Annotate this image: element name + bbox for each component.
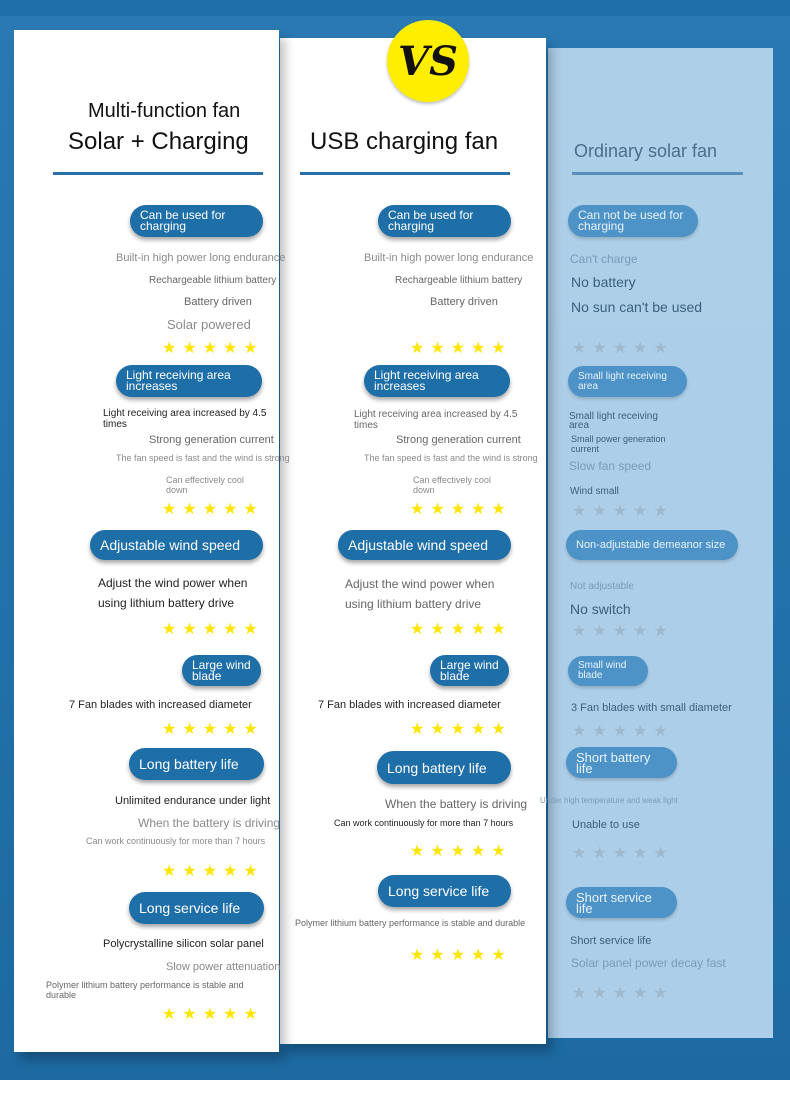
usb-adjustable-pill: Adjustable wind speed (338, 530, 511, 560)
star-icon: ★ (471, 947, 486, 964)
star-icon: ★ (182, 1006, 197, 1023)
ordinary-light-area-pill: Small light receiving area (568, 366, 687, 397)
vs-label: VS (398, 37, 458, 85)
usb-title: USB charging fan (310, 128, 499, 155)
star-icon: ★ (592, 503, 607, 520)
star-icon: ★ (410, 501, 425, 518)
solar-f2-line1: Light receiving area increased by 4.5 times (103, 408, 267, 430)
usb-rating-4 (410, 722, 506, 738)
ordinary-rating-1 (572, 341, 668, 357)
solar-f2-line3: The fan speed is fast and the wind is strong (116, 453, 290, 463)
ordinary-f1-line2: No battery (571, 274, 636, 290)
star-icon: ★ (471, 621, 486, 638)
star-icon: ★ (243, 501, 258, 518)
ordinary-rating-5 (572, 846, 668, 862)
solar-f6-line1: Polycrystalline silicon solar panel (103, 938, 264, 950)
star-icon: ★ (653, 723, 668, 740)
solar-title: Solar + Charging (68, 128, 249, 155)
star-icon: ★ (471, 340, 486, 357)
star-icon: ★ (162, 340, 177, 357)
star-icon: ★ (162, 721, 177, 738)
ordinary-f2-line1: Small light receiving area (569, 411, 658, 431)
star-icon: ★ (430, 843, 445, 860)
solar-f6-line3: Polymer lithium battery performance is stable and durable (46, 980, 244, 1000)
usb-rating-3 (410, 622, 506, 638)
star-icon: ★ (471, 501, 486, 518)
star-icon: ★ (572, 985, 587, 1002)
ordinary-rating-3 (572, 624, 668, 640)
solar-rating-1 (162, 341, 258, 357)
solar-rating-4 (162, 722, 258, 738)
star-icon: ★ (430, 501, 445, 518)
star-icon: ★ (223, 721, 238, 738)
star-icon: ★ (633, 623, 648, 640)
star-icon: ★ (223, 501, 238, 518)
ordinary-f6-line1: Short service life (570, 935, 652, 947)
star-icon: ★ (572, 623, 587, 640)
star-icon: ★ (653, 985, 668, 1002)
solar-blade-pill: Large wind blade (182, 655, 261, 686)
star-icon: ★ (491, 721, 506, 738)
solar-service-pill: Long service life (129, 892, 264, 924)
star-icon: ★ (592, 623, 607, 640)
usb-f4-line1: 7 Fan blades with increased diameter (318, 699, 501, 711)
star-icon: ★ (202, 863, 218, 880)
usb-f6-line1: Polymer lithium battery performance is stable and durable (295, 918, 526, 928)
solar-rating-6 (162, 1007, 258, 1023)
star-icon: ★ (223, 340, 238, 357)
solar-adjustable-pill: Adjustable wind speed (90, 530, 263, 560)
star-icon: ★ (491, 501, 506, 518)
ordinary-f2-line2: Small power generation current (571, 434, 666, 454)
usb-f2-line3: The fan speed is fast and the wind is strong (364, 453, 538, 463)
solar-title-rule (53, 172, 263, 175)
usb-f2-line2: Strong generation current (396, 434, 521, 446)
star-icon: ★ (182, 501, 197, 518)
star-icon: ★ (572, 503, 587, 520)
star-icon: ★ (410, 843, 425, 860)
usb-charging-pill: Can be used for charging (378, 205, 511, 237)
star-icon: ★ (592, 723, 607, 740)
star-icon: ★ (223, 1006, 238, 1023)
star-icon: ★ (202, 621, 218, 638)
solar-f1-line1: Built-in high power long endurance (116, 252, 286, 264)
usb-service-pill: Long service life (378, 875, 511, 907)
star-icon: ★ (243, 621, 258, 638)
ordinary-f1-line1: Can't charge (570, 252, 638, 266)
ordinary-rating-4 (572, 724, 668, 740)
star-icon: ★ (592, 985, 607, 1002)
usb-f3-line2: using lithium battery drive (345, 597, 482, 611)
solar-f2-line2: Strong generation current (149, 434, 274, 446)
usb-rating-1 (410, 341, 506, 357)
ordinary-f1-line3: No sun can't be used (571, 299, 703, 315)
ordinary-rating-2 (572, 504, 668, 520)
solar-f3-line2: using lithium battery drive (98, 596, 235, 610)
star-icon: ★ (572, 845, 587, 862)
solar-rating-3 (162, 622, 258, 638)
star-icon: ★ (633, 985, 648, 1002)
usb-f5-line1: When the battery is driving (385, 797, 528, 811)
usb-rating-6 (410, 948, 506, 964)
star-icon: ★ (430, 721, 445, 738)
star-icon: ★ (450, 501, 466, 518)
vs-badge (387, 20, 469, 102)
ordinary-f5-line2: Unable to use (572, 819, 640, 831)
star-icon: ★ (243, 863, 258, 880)
star-icon: ★ (612, 845, 628, 862)
usb-rating-2 (410, 502, 506, 518)
ordinary-title-rule (572, 172, 743, 175)
solar-battery-pill: Long battery life (129, 748, 264, 780)
solar-f1-line2: Rechargeable lithium battery (149, 275, 277, 286)
ordinary-blade-pill: Small wind blade (568, 656, 648, 686)
star-icon: ★ (612, 623, 628, 640)
usb-f3-line1: Adjust the wind power when (345, 577, 495, 591)
star-icon: ★ (243, 721, 258, 738)
ordinary-battery-pill: Short battery life (566, 747, 677, 778)
ordinary-charging-pill: Can not be used for charging (568, 205, 698, 237)
star-icon: ★ (162, 1006, 177, 1023)
ordinary-f2-line3: Slow fan speed (569, 459, 652, 473)
ordinary-f2-line4: Wind small (570, 486, 619, 497)
ordinary-f5-line1: Under high temperature and weak light (540, 796, 678, 805)
star-icon: ★ (202, 1006, 218, 1023)
star-icon: ★ (202, 501, 218, 518)
star-icon: ★ (491, 340, 506, 357)
solar-subtitle: Multi-function fan (88, 100, 241, 122)
usb-f2-line1: Light receiving area increased by 4.5 times (354, 409, 518, 431)
star-icon: ★ (572, 723, 587, 740)
star-icon: ★ (612, 723, 628, 740)
solar-f2-line4: Can effectively cool down (166, 475, 244, 495)
usb-rating-5 (410, 844, 506, 860)
star-icon: ★ (223, 621, 238, 638)
usb-light-area-pill: Light receiving area increases (364, 365, 510, 397)
solar-f1-line3: Battery driven (184, 296, 252, 308)
star-icon: ★ (612, 985, 628, 1002)
ordinary-rating-6 (572, 986, 668, 1002)
star-icon: ★ (653, 340, 668, 357)
star-icon: ★ (450, 621, 466, 638)
solar-f6-line2: Slow power attenuation (166, 961, 281, 973)
solar-f1-line4: Solar powered (167, 317, 251, 332)
star-icon: ★ (182, 621, 197, 638)
solar-f5-line2: When the battery is driving (138, 816, 281, 830)
solar-rating-5 (162, 864, 258, 880)
star-icon: ★ (491, 947, 506, 964)
solar-charging-pill: Can be used for charging (130, 205, 263, 237)
star-icon: ★ (410, 947, 425, 964)
star-icon: ★ (653, 623, 668, 640)
star-icon: ★ (491, 843, 506, 860)
star-icon: ★ (592, 340, 607, 357)
star-icon: ★ (612, 340, 628, 357)
star-icon: ★ (182, 721, 197, 738)
usb-f2-line4: Can effectively cool down (413, 475, 491, 495)
solar-f5-line1: Unlimited endurance under light (115, 795, 271, 807)
star-icon: ★ (633, 845, 648, 862)
ordinary-service-pill: Short service life (566, 887, 677, 918)
ordinary-f4-line1: 3 Fan blades with small diameter (571, 702, 732, 714)
star-icon: ★ (430, 340, 445, 357)
star-icon: ★ (243, 340, 258, 357)
star-icon: ★ (471, 843, 486, 860)
solar-light-area-pill: Light receiving area increases (116, 365, 262, 397)
usb-f1-line3: Battery driven (430, 296, 498, 308)
star-icon: ★ (450, 947, 466, 964)
star-icon: ★ (612, 503, 628, 520)
star-icon: ★ (572, 340, 587, 357)
ordinary-adjustable-pill: Non-adjustable demeanor size (566, 530, 738, 560)
star-icon: ★ (471, 721, 486, 738)
usb-f1-line2: Rechargeable lithium battery (395, 275, 523, 286)
star-icon: ★ (182, 340, 197, 357)
star-icon: ★ (653, 845, 668, 862)
star-icon: ★ (410, 721, 425, 738)
solar-f5-line3: Can work continuously for more than 7 hours (86, 836, 266, 846)
star-icon: ★ (162, 863, 177, 880)
star-icon: ★ (633, 723, 648, 740)
star-icon: ★ (450, 721, 466, 738)
star-icon: ★ (243, 1006, 258, 1023)
usb-f5-line2: Can work continuously for more than 7 hours (334, 818, 514, 828)
star-icon: ★ (633, 340, 648, 357)
star-icon: ★ (410, 340, 425, 357)
ordinary-title: Ordinary solar fan (574, 141, 718, 161)
star-icon: ★ (202, 721, 218, 738)
usb-title-rule (300, 172, 510, 175)
solar-f4-line1: 7 Fan blades with increased diameter (69, 699, 252, 711)
usb-battery-pill: Long battery life (377, 751, 511, 784)
star-icon: ★ (633, 503, 648, 520)
ordinary-f3-line1: Not adjustable (570, 581, 634, 592)
ordinary-f6-line2: Solar panel power decay fast (571, 956, 726, 970)
star-icon: ★ (430, 621, 445, 638)
star-icon: ★ (450, 340, 466, 357)
usb-blade-pill: Large wind blade (430, 655, 509, 686)
star-icon: ★ (182, 863, 197, 880)
ordinary-f3-line2: No switch (570, 601, 631, 617)
usb-f1-line1: Built-in high power long endurance (364, 252, 534, 264)
star-icon: ★ (410, 621, 425, 638)
star-icon: ★ (162, 621, 177, 638)
star-icon: ★ (162, 501, 177, 518)
solar-rating-2 (162, 502, 258, 518)
star-icon: ★ (202, 340, 218, 357)
star-icon: ★ (223, 863, 238, 880)
star-icon: ★ (430, 947, 445, 964)
star-icon: ★ (653, 503, 668, 520)
solar-f3-line1: Adjust the wind power when (98, 576, 248, 590)
star-icon: ★ (450, 843, 466, 860)
star-icon: ★ (592, 845, 607, 862)
star-icon: ★ (491, 621, 506, 638)
